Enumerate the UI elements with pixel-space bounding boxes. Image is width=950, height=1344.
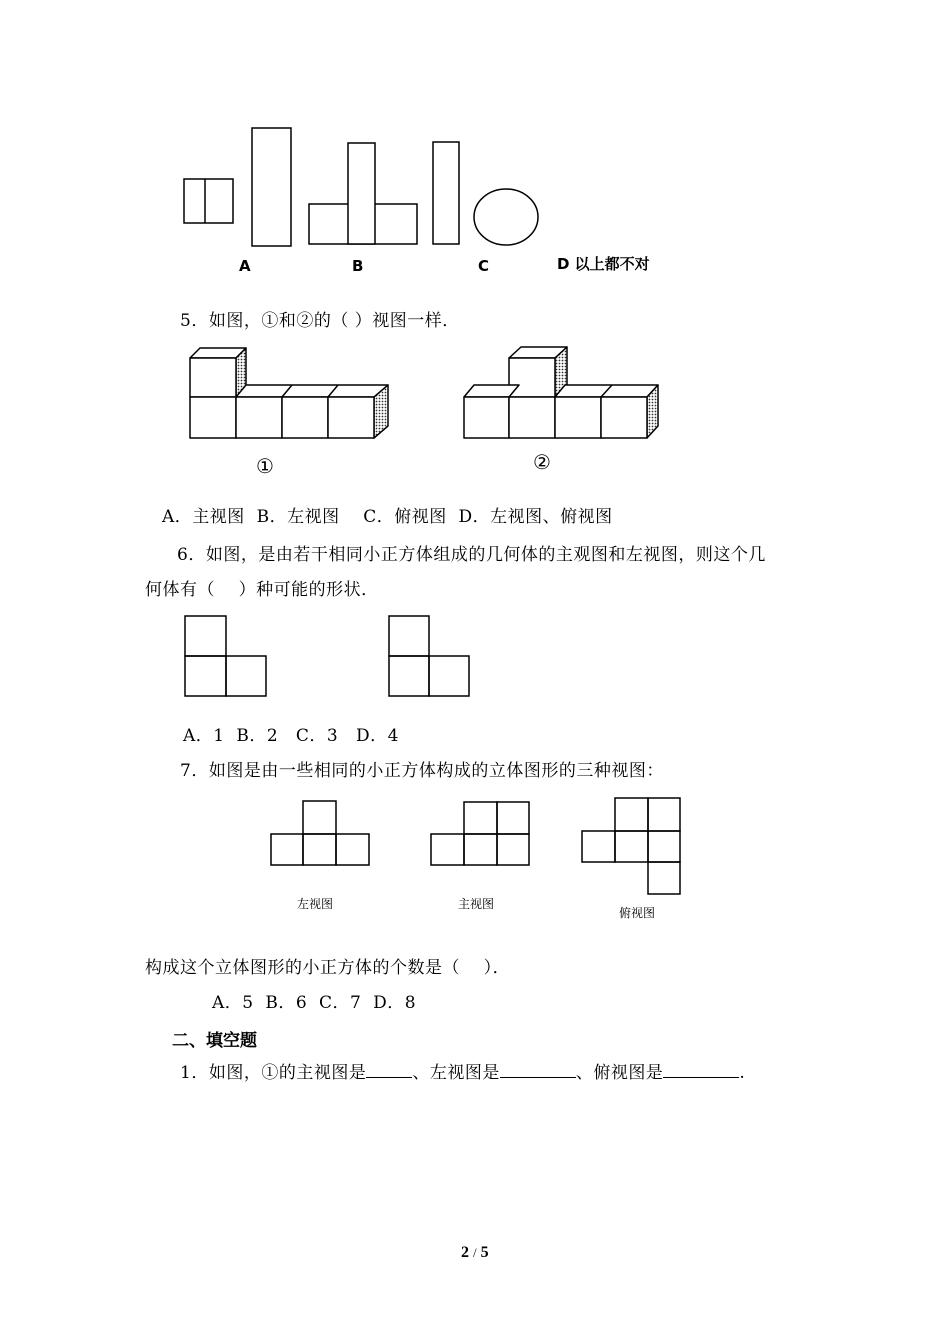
q7-caption-top: 俯视图 bbox=[619, 906, 656, 920]
section-heading: 二、填空题 bbox=[172, 1031, 257, 1051]
q5-options: A．主视图 B．左视图 C．俯视图 D．左视图、俯视图 bbox=[162, 507, 613, 527]
answer-blank-top-view[interactable] bbox=[663, 1061, 739, 1078]
q6-left-view bbox=[386, 613, 476, 701]
q6-stem-line2: 何体有（ ）种可能的形状． bbox=[145, 580, 379, 600]
q4-option-a-tall-rect bbox=[252, 128, 291, 246]
q5-stem: 5．如图，①和②的（ ）视图一样． bbox=[180, 311, 460, 331]
q4-option-c-rect bbox=[433, 142, 459, 244]
q7-caption-main: 主视图 bbox=[458, 897, 495, 911]
q5-figure-2-label: ② bbox=[533, 450, 551, 474]
q7-question: 构成这个立体图形的小正方体的个数是（ ）． bbox=[145, 958, 511, 978]
q5-figure-1-label: ① bbox=[256, 454, 274, 478]
q4-option-b-tower bbox=[348, 143, 375, 244]
q7-main-view-figure bbox=[427, 799, 533, 869]
q4-option-a-square bbox=[184, 179, 233, 223]
q4-label-a: A bbox=[239, 257, 251, 275]
current-page: 2 bbox=[461, 1244, 469, 1261]
q5-figure-2 bbox=[456, 338, 671, 443]
q4-label-b: B bbox=[352, 257, 364, 275]
fill-q1-part3: 、俯视图是 bbox=[575, 1063, 664, 1083]
q4-label-d: D 以上都不对 bbox=[557, 255, 650, 273]
q7-top-view-figure bbox=[578, 795, 684, 897]
q5-figure-1 bbox=[180, 340, 395, 445]
fill-q1-part2: 、左视图是 bbox=[412, 1063, 500, 1083]
q4-option-c-circle bbox=[474, 189, 538, 245]
answer-blank-main-view[interactable] bbox=[366, 1061, 412, 1078]
answer-blank-left-view[interactable] bbox=[500, 1061, 576, 1078]
fill-q1-part1: 1．如图，①的主视图是 bbox=[180, 1063, 367, 1083]
fill-question-1 bbox=[180, 1061, 745, 1085]
page-number bbox=[461, 1244, 489, 1262]
q4-label-c: C bbox=[478, 257, 490, 275]
q6-main-view bbox=[182, 613, 272, 701]
q7-options: A．5 B．6 C．7 D．8 bbox=[212, 993, 417, 1013]
q6-options: A．1 B．2 C．3 D．4 bbox=[183, 726, 399, 746]
q7-caption-left: 左视图 bbox=[297, 897, 334, 911]
fill-q1-end: . bbox=[739, 1063, 746, 1083]
q7-stem: 7．如图是由一些相同的小正方体构成的立体图形的三种视图： bbox=[180, 761, 664, 781]
page-separator: / bbox=[473, 1245, 477, 1260]
total-pages: 5 bbox=[480, 1244, 489, 1261]
q6-stem-line1: 6．如图，是由若干相同小正方体组成的几何体的主观图和左视图，则这个几 bbox=[177, 545, 766, 565]
q7-left-view-figure bbox=[268, 798, 374, 868]
